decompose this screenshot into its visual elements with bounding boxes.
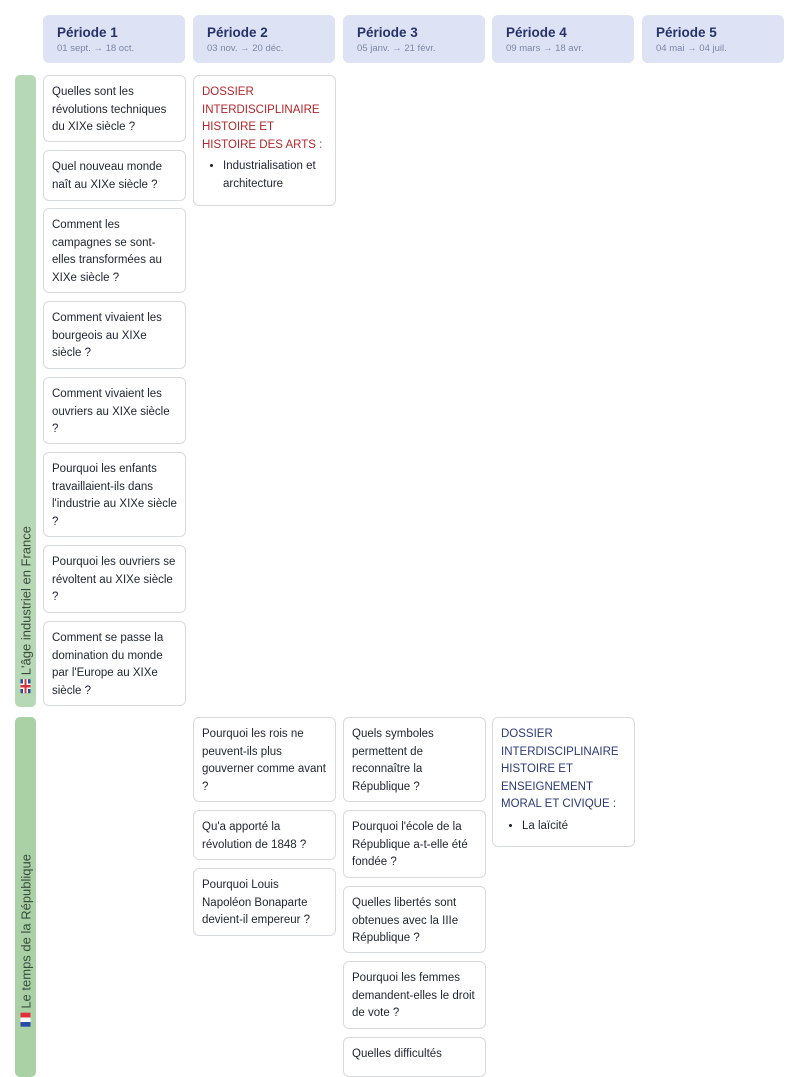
lesson-card[interactable] xyxy=(343,886,486,953)
france-flag-icon xyxy=(21,1013,31,1027)
lesson-question: Comment les campagnes se sont-elles transformées au XIXe siècle ? xyxy=(52,219,162,284)
lesson-card[interactable] xyxy=(193,868,336,936)
lesson-question: Quelles difficultés xyxy=(352,1048,442,1060)
period-header-3 xyxy=(343,15,485,63)
lesson-card[interactable] xyxy=(193,717,336,802)
dossier-item: • La laïcité xyxy=(522,818,626,836)
lesson-card[interactable] xyxy=(343,717,486,802)
lesson-card[interactable] xyxy=(193,810,336,860)
lesson-question: Comment vivaient les bourgeois au XIXe siècle ? xyxy=(52,312,162,359)
dossier-list xyxy=(202,158,327,193)
period-dates: 05 janv. → 21 févr. xyxy=(357,43,436,54)
lesson-question: Pourquoi les enfants travaillaient-ils dans l'industrie au XIXe siècle ? xyxy=(52,463,177,528)
lesson-card[interactable] xyxy=(343,810,486,878)
period-title: Période 5 xyxy=(656,25,717,40)
theme-bar-republic[interactable] xyxy=(15,717,36,1077)
period-title: Période 2 xyxy=(207,25,268,40)
dossier-card[interactable] xyxy=(193,75,336,206)
lesson-question: Comment se passe la domination du monde par l'Europe au XIXe siècle ? xyxy=(52,632,164,697)
dossier-card[interactable] xyxy=(492,717,635,847)
period-title: Période 3 xyxy=(357,25,418,40)
lesson-card[interactable] xyxy=(43,452,186,537)
lesson-question: Pourquoi l'école de la République a-t-elle été fondée ? xyxy=(352,821,468,868)
lesson-card[interactable] xyxy=(43,377,186,444)
theme-label xyxy=(18,854,33,1025)
period-header-2 xyxy=(193,15,335,63)
lesson-question: Quel nouveau monde naît au XIXe siècle ? xyxy=(52,161,162,191)
dossier-title: DOSSIER INTERDISCIPLINAIRE HISTOIRE ET HISTOIRE DES ARTS : xyxy=(202,86,323,151)
lesson-question: Quels symboles permettent de reconnaître la République ? xyxy=(352,728,434,793)
dossier-list xyxy=(501,818,626,836)
lesson-question: Pourquoi les ouvriers se révoltent au XIXe siècle ? xyxy=(52,556,176,603)
lesson-question: Quelles sont les révolutions techniques du XIXe siècle ? xyxy=(52,86,167,133)
period-dates: 09 mars → 18 avr. xyxy=(506,43,584,54)
theme-label xyxy=(18,526,33,691)
lesson-card[interactable] xyxy=(43,150,186,201)
lesson-question: Quelles libertés sont obtenues avec la IIIe République ? xyxy=(352,897,459,944)
period-header-5 xyxy=(642,15,784,63)
period-dates: 03 nov. → 20 déc. xyxy=(207,43,284,54)
uk-flag-icon xyxy=(21,679,31,693)
period-title: Période 4 xyxy=(506,25,567,40)
lesson-question: Pourquoi les rois ne peuvent-ils plus gouverner comme avant ? xyxy=(202,728,327,793)
lesson-card[interactable] xyxy=(43,208,186,293)
lesson-card[interactable] xyxy=(343,1037,486,1077)
period-title: Période 1 xyxy=(57,25,118,40)
lesson-card[interactable] xyxy=(43,545,186,613)
period-header-4 xyxy=(492,15,634,63)
period-dates: 01 sept. → 18 oct. xyxy=(57,43,135,54)
dossier-title: DOSSIER INTERDISCIPLINAIRE HISTOIRE ET ENSEIGNEMENT MORAL ET CIVIQUE : xyxy=(501,728,619,810)
dossier-item: • Industrialisation et architecture xyxy=(223,158,327,193)
lesson-card[interactable] xyxy=(343,961,486,1029)
period-dates: 04 mai → 04 juil. xyxy=(656,43,727,54)
period-header-1 xyxy=(43,15,185,63)
lesson-card[interactable] xyxy=(43,75,186,142)
lesson-question: Qu'a apporté la révolution de 1848 ? xyxy=(202,821,307,851)
lesson-card[interactable] xyxy=(43,621,186,706)
theme-bar-industrial[interactable] xyxy=(15,75,36,707)
lesson-question: Pourquoi Louis Napoléon Bonaparte devient-il empereur ? xyxy=(202,879,311,926)
lesson-card[interactable] xyxy=(43,301,186,369)
lesson-question: Comment vivaient les ouvriers au XIXe siècle ? xyxy=(52,388,170,435)
lesson-question: Pourquoi les femmes demandent-elles le droit de vote ? xyxy=(352,972,475,1019)
theme-title: L'âge industriel en France xyxy=(18,525,33,675)
theme-title: Le temps de la République xyxy=(18,854,33,1009)
